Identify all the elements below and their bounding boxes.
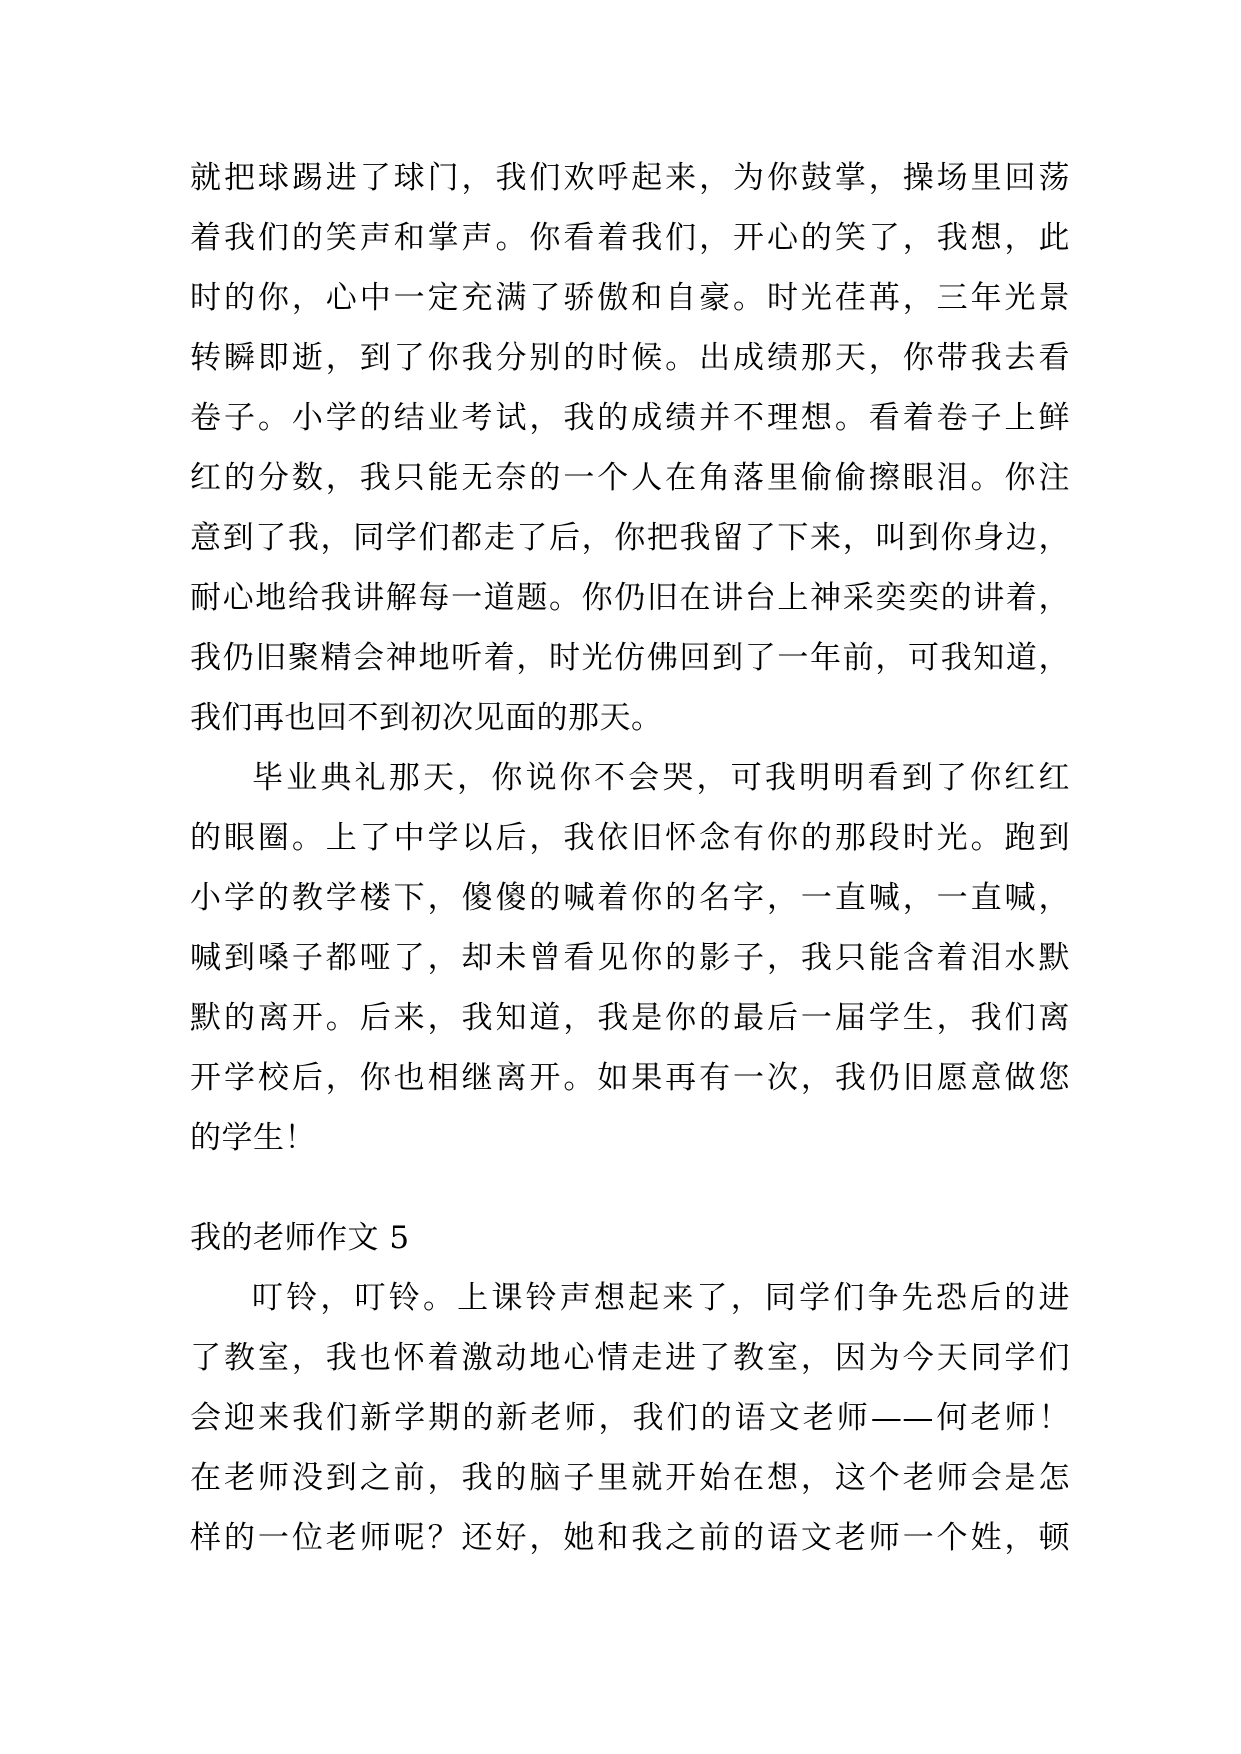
paragraph-2-line: 默的离开。后来，我知道，我是你的最后一届学生，我们离 bbox=[190, 1000, 1070, 1036]
paragraph-1-line: 就把球踢进了球门，我们欢呼起来，为你鼓掌，操场里回荡 bbox=[190, 160, 1070, 196]
paragraph-3-line: 了教室，我也怀着激动地心情走进了教室，因为今天同学们 bbox=[190, 1340, 1070, 1376]
paragraph-1-line: 红的分数，我只能无奈的一个人在角落里偷偷擦眼泪。你注 bbox=[190, 460, 1070, 496]
paragraph-1-line: 意到了我，同学们都走了后，你把我留了下来，叫到你身边， bbox=[190, 520, 1070, 556]
paragraph-2-line: 小学的教学楼下，傻傻的喊着你的名字，一直喊，一直喊， bbox=[190, 880, 1070, 916]
paragraph-2-line: 开学校后，你也相继离开。如果再有一次，我仍旧愿意做您 bbox=[190, 1060, 1070, 1096]
paragraph-1-line: 卷子。小学的结业考试，我的成绩并不理想。看着卷子上鲜 bbox=[190, 400, 1070, 436]
paragraph-1-line: 我仍旧聚精会神地听着，时光仿佛回到了一年前，可我知道， bbox=[190, 640, 1070, 676]
paragraph-2-line: 喊到嗓子都哑了，却未曾看见你的影子，我只能含着泪水默 bbox=[190, 940, 1070, 976]
paragraph-3-line: 叮铃，叮铃。上课铃声想起来了，同学们争先恐后的进 bbox=[252, 1280, 1070, 1316]
paragraph-2-line: 的眼圈。上了中学以后，我依旧怀念有你的那段时光。跑到 bbox=[190, 820, 1070, 856]
paragraph-3-line: 在老师没到之前，我的脑子里就开始在想，这个老师会是怎 bbox=[190, 1460, 1070, 1496]
paragraph-1-line: 我们再也回不到初次见面的那天。 bbox=[190, 700, 663, 736]
paragraph-3-line: 样的一位老师呢？还好，她和我之前的语文老师一个姓，顿 bbox=[190, 1520, 1070, 1556]
paragraph-1-line: 时的你，心中一定充满了骄傲和自豪。时光荏苒，三年光景 bbox=[190, 280, 1070, 316]
paragraph-1-line: 耐心地给我讲解每一道题。你仍旧在讲台上神采奕奕的讲着， bbox=[190, 580, 1070, 616]
section-title: 我的老师作文 5 bbox=[190, 1220, 410, 1256]
paragraph-1-line: 转瞬即逝，到了你我分别的时候。出成绩那天，你带我去看 bbox=[190, 340, 1070, 376]
paragraph-1-line: 着我们的笑声和掌声。你看着我们，开心的笑了，我想，此 bbox=[190, 220, 1070, 256]
paragraph-2-line: 毕业典礼那天，你说你不会哭，可我明明看到了你红红 bbox=[252, 760, 1070, 796]
paragraph-2-line: 的学生！ bbox=[190, 1120, 316, 1156]
paragraph-3-line: 会迎来我们新学期的新老师，我们的语文老师——何老师！ bbox=[190, 1400, 1070, 1436]
